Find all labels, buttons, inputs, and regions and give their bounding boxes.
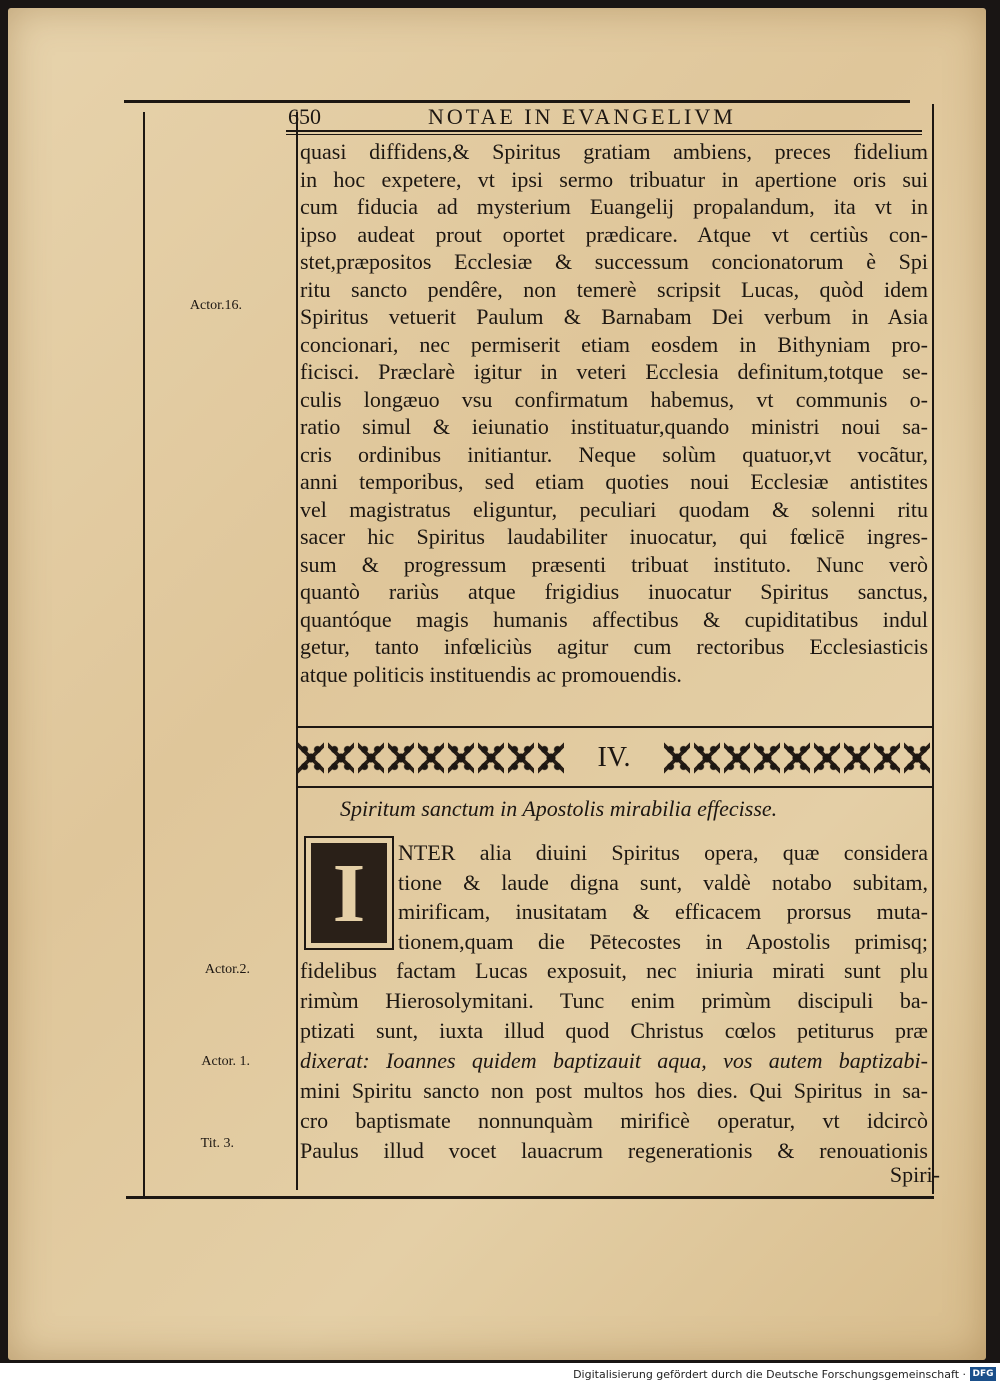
text-line: sacer hic Spiritus laudabiliter inuocatur, qui fœlicē ingres- — [300, 524, 928, 549]
text-line: NTER alia diuini Spiritus opera, quæ considera — [398, 840, 928, 865]
fleuron-ornament — [388, 741, 414, 775]
text-line: cum fiducia ad mysterium Euangelij propalandum, ita vt in — [300, 194, 928, 219]
text-line: in hoc expetere, vt ipsi sermo tribuatur in apertione oris sui — [300, 166, 928, 192]
text-line: sum & progressum præsenti tribuat instituto. Nunc verò — [300, 551, 928, 577]
text-line: ratio simul & ieiunatio instituatur,quando ministri noui sa- — [300, 414, 928, 439]
text-line: culis longæuo vsu confirmatum habemus, vt communis o- — [300, 386, 928, 412]
fleuron-ornament — [874, 741, 900, 775]
body-paragraph — [300, 138, 928, 688]
section-top-rule — [298, 726, 932, 728]
text-line: anni temporibus, sed etiam quoties noui Ecclesiæ antistites — [300, 469, 928, 494]
text-line: fidelibus factam Lucas exposuit, nec iniuria mirati sunt plu — [300, 958, 928, 983]
marginal-note: Actor.2. — [204, 962, 250, 977]
fleuron-ornament — [844, 741, 870, 775]
fleuron-ornament — [328, 741, 354, 775]
text-line: quantò rariùs atque frigidius inuocatur Spiritus sanctus, — [300, 579, 928, 604]
text-line: quantóque magis humanis affectibus & cupiditatibus indul — [300, 606, 928, 632]
text-line: quasi diffidens,& Spiritus gratiam ambiens, preces fidelium — [300, 139, 928, 164]
fleuron-ornament — [814, 741, 840, 775]
marginal-note: Actor. 1. — [201, 1054, 250, 1069]
header-underline-2 — [286, 134, 922, 135]
footer-credit: Digitalisierung gefördert durch die Deutsche Forschungsgemeinschaft · — [573, 1368, 966, 1381]
fleuron-ornament — [664, 741, 690, 775]
fleuron-ornament — [904, 741, 930, 775]
marginal-note: Tit. 3. — [200, 1136, 234, 1151]
bottom-rule — [126, 1196, 934, 1199]
marginal-note: Actor.16. — [189, 298, 242, 313]
dfg-logo-icon: DFG — [970, 1367, 996, 1381]
text-line: ficisci. Præclarè igitur in veteri Ecclesia definitum,totque se- — [300, 359, 928, 384]
fleuron-ornament — [508, 741, 534, 775]
section-bottom-rule — [298, 786, 932, 788]
text-line: getur, tanto infœliciùs agitur cum rectoribus Ecclesiasticis — [300, 634, 928, 659]
decorated-initial: I — [304, 836, 394, 950]
ornament-right — [664, 741, 930, 775]
text-line: vel magistratus eliguntur, peculiari quodam & solenni ritu — [300, 496, 928, 522]
page-header — [288, 100, 928, 132]
text-line: Spiritus vetuerit Paulum & Barnabam Dei verbum in Asia — [300, 304, 928, 329]
fleuron-ornament — [784, 741, 810, 775]
text-line: stet,præpositos Ecclesiæ & successum concionatorum è Spi — [300, 249, 928, 274]
fleuron-ornament — [358, 741, 384, 775]
fleuron-ornament — [418, 741, 444, 775]
text-line: rimùm Hierosolymitani. Tunc enim primùm discipuli ba- — [300, 988, 928, 1013]
text-line: ipso audeat prout oportet prædicare. Atque vt certiùs con- — [300, 221, 928, 247]
text-line: ritu sancto pendêre, non temerè scripsit Lucas, quòd idem — [300, 276, 928, 302]
paragraph-continuation — [300, 956, 928, 1166]
text-line: cris ordinibus initiantur. Neque solùm quatuor,vt vocãtur, — [300, 441, 928, 467]
section-title: Spiritum sanctum in Apostolis mirabilia effecisse. — [340, 796, 778, 821]
digitization-footer — [0, 1363, 1000, 1385]
fleuron-ornament — [724, 741, 750, 775]
paragraph-opening — [398, 838, 928, 956]
fleuron-ornament — [694, 741, 720, 775]
fleuron-ornament — [538, 741, 564, 775]
chapter-number: IV. — [597, 742, 631, 773]
fleuron-ornament — [448, 741, 474, 775]
running-title: NOTAE IN EVANGELIVM — [428, 104, 736, 129]
text-line: dixerat: Ioannes quidem baptizauit aqua, vos autem baptizabi- — [300, 1048, 928, 1073]
text-line: Paulus illud vocet lauacrum regenerationis & renouationis — [300, 1138, 928, 1163]
text-line: atque politicis instituendis ac promouendis. — [300, 661, 682, 687]
ornament-band — [298, 732, 930, 784]
fleuron-ornament — [478, 741, 504, 775]
text-line: concionari, nec permiserit etiam eosdem in Bithyniam pro- — [300, 331, 928, 357]
text-line: tione & laude digna sunt, valdè notabo subitam, — [398, 869, 928, 895]
text-line: tionem,quam die Pētecostes in Apostolis primisq; — [398, 928, 928, 954]
text-line: ptizati sunt, iuxta illud quod Christus cœlos petiturus præ — [300, 1018, 928, 1043]
left-outer-rule — [143, 112, 145, 1198]
text-column-rule — [296, 112, 298, 1190]
text-line: cro baptismate nonnunquàm mirificè operatur, vt idcircò — [300, 1108, 928, 1133]
fleuron-ornament — [298, 741, 324, 775]
page-number: 650 — [288, 104, 321, 129]
right-rule — [932, 104, 934, 1194]
fleuron-ornament — [754, 741, 780, 775]
text-line: mini Spiritu sancto non post multos hos dies. Qui Spiritus in sa- — [300, 1078, 928, 1103]
catchword: Spiri- — [889, 1162, 940, 1187]
text-line: mirificam, inusitatam & efficacem prorsus muta- — [398, 899, 928, 924]
ornament-left — [298, 741, 564, 775]
